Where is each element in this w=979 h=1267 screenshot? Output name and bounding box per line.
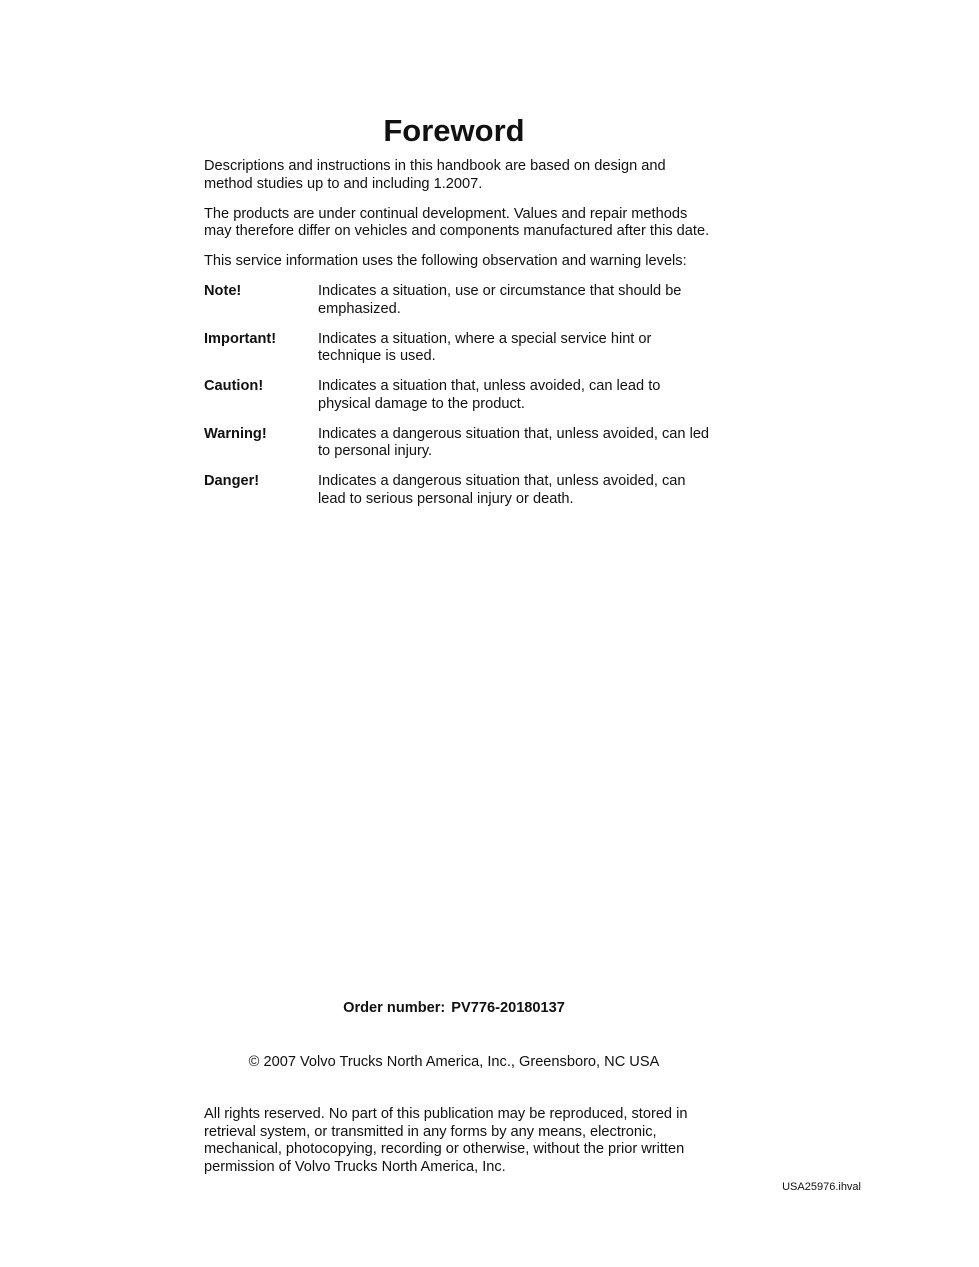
level-note — [204, 283, 714, 318]
level-description: Indicates a dangerous situation that, unless avoided, can led to personal injury. — [318, 425, 710, 459]
intro-paragraph-1: Descriptions and instructions in this handbook are based on design and method studies up to and including 1.2007. — [204, 158, 666, 192]
level-danger — [204, 473, 714, 508]
level-caution — [204, 378, 714, 413]
document-code: USA25976.ihval — [782, 1181, 861, 1193]
intro-paragraph-3: This service information uses the following observation and warning levels: — [204, 253, 687, 269]
copyright-notice: © 2007 Volvo Trucks North America, Inc., Greensboro, NC USA — [248, 1054, 660, 1070]
rights-statement: All rights reserved. No part of this publication may be reproduced, stored in retrieval system, or transmitted in any forms by any means, electronic, mechanical, photocopying, recording or otherwise, without the prior written permission of Volvo Trucks North America, Inc. — [204, 1106, 688, 1175]
warning-levels-list — [204, 283, 714, 508]
level-term: Warning! — [204, 425, 267, 442]
level-description: Indicates a situation that, unless avoided, can lead to physical damage to the product. — [318, 378, 661, 412]
level-description: Indicates a situation, where a special service hint or technique is used. — [318, 330, 652, 364]
intro-paragraph-2: The products are under continual development. Values and repair methods may therefore differ on vehicles and components manufactured after this date. — [204, 205, 710, 239]
page-title: Foreword — [383, 113, 525, 148]
order-number-line — [204, 999, 704, 1017]
level-warning — [204, 426, 714, 461]
level-description: Indicates a situation, use or circumstance that should be emphasized. — [318, 283, 682, 317]
order-number-label: Order number: — [343, 1000, 446, 1016]
order-number-value: PV776-20180137 — [451, 1000, 565, 1016]
level-description: Indicates a dangerous situation that, unless avoided, can lead to serious personal injury or death. — [318, 473, 686, 507]
level-important — [204, 331, 714, 366]
level-term: Danger! — [204, 473, 260, 489]
foreword-body — [204, 158, 714, 521]
level-term: Caution! — [204, 378, 264, 394]
level-term: Note! — [204, 283, 242, 299]
level-term: Important! — [204, 330, 277, 347]
